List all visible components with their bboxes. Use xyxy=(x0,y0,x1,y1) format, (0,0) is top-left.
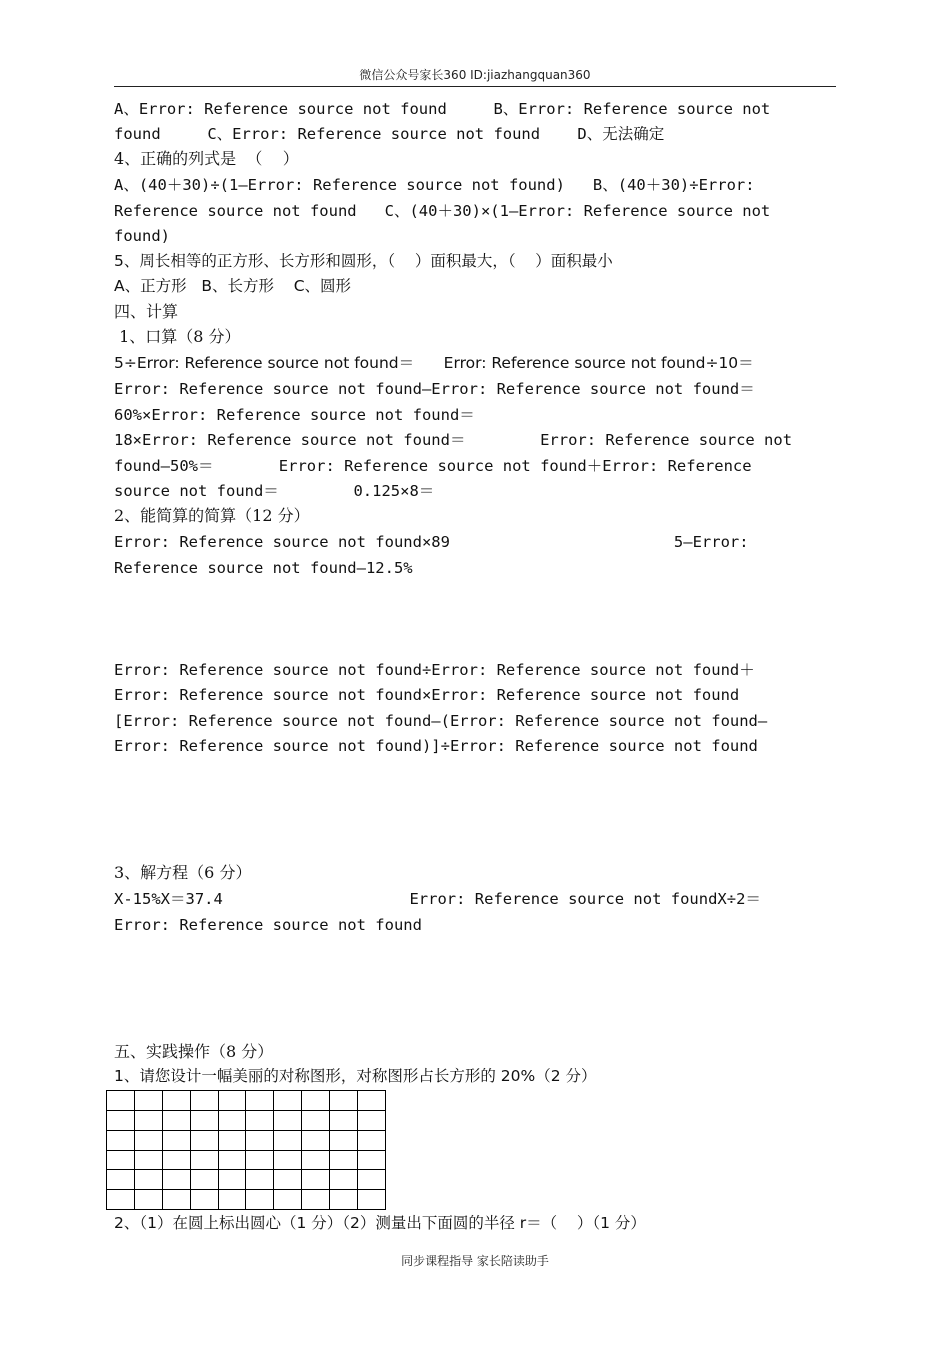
q4-options-line-1: A、(40＋30)÷(1―Error: Reference source not found) B、(40＋30)÷Error: xyxy=(114,176,755,194)
simplify-line-3: Error: Reference source not found÷Error: Reference source not found＋ xyxy=(114,661,755,679)
practice-task-2: 2、（1）在圆上标出圆心（1 分）（2）测量出下面圆的半径 r＝（ ）（1 分） xyxy=(114,1214,646,1232)
design-grid xyxy=(106,1090,386,1210)
equation-line-2: Error: Reference source not found xyxy=(114,916,422,934)
simplify-line-5: [Error: Reference source not found―(Error: Reference source not found― xyxy=(114,712,768,730)
oral-calc-heading: 1、口算（8 分） xyxy=(114,327,241,346)
q3-options-line-2: found C、Error: Reference source not found D、无法确定 xyxy=(114,125,665,143)
q4-question: 4、正确的列式是 （ ） xyxy=(114,149,299,168)
equation-line-1: X-15%X＝37.4 Error: Reference source not foundX÷2＝ xyxy=(114,890,761,908)
practice-task-1: 1、请您设计一幅美丽的对称图形，对称图形占长方形的 20%（2 分） xyxy=(114,1067,597,1085)
oral-calc-line-4: 18×Error: Reference source not found＝ Error: Reference source not xyxy=(114,431,793,449)
q5-question: 5、周长相等的正方形、长方形和圆形，（ ）面积最大，（ ）面积最小 xyxy=(114,252,613,270)
simplify-line-6: Error: Reference source not found)]÷Error: Reference source not found xyxy=(114,737,758,755)
simplify-line-2: Reference source not found―12.5% xyxy=(114,559,413,577)
oral-calc-line-1: 5÷Error: Reference source not found＝ Error: Reference source not found÷10＝ xyxy=(114,354,754,372)
oral-calc-line-3: 60%×Error: Reference source not found＝ xyxy=(114,406,475,424)
equation-heading: 3、解方程（6 分） xyxy=(114,863,252,882)
simplify-line-1: Error: Reference source not found×89 5―Error: xyxy=(114,533,749,551)
header-divider xyxy=(114,86,836,87)
simplify-line-4: Error: Reference source not found×Error: Reference source not found xyxy=(114,686,740,704)
q4-options-line-3: found) xyxy=(114,227,170,245)
page-footer: 同步课程指导 家长陪读助手 xyxy=(401,1254,549,1268)
q3-options-line-1: A、Error: Reference source not found B、Error: Reference source not xyxy=(114,100,771,118)
section-five-heading: 五、实践操作（8 分） xyxy=(114,1042,274,1061)
q5-options: A、正方形 B、长方形 C、圆形 xyxy=(114,277,352,295)
q4-options-line-2: Reference source not found C、(40＋30)×(1―Error: Reference source not xyxy=(114,202,771,220)
oral-calc-line-5: found―50%＝ Error: Reference source not found＋Error: Reference xyxy=(114,457,752,475)
oral-calc-line-6: source not found＝ 0.125×8＝ xyxy=(114,482,435,500)
oral-calc-line-2: Error: Reference source not found―Error: Reference source not found＝ xyxy=(114,380,755,398)
page-header: 微信公众号家长360 ID:jiazhangquan360 xyxy=(359,68,591,82)
simplify-heading: 2、能简算的简算（12 分） xyxy=(114,506,310,525)
section-four-heading: 四、计算 xyxy=(114,302,179,321)
